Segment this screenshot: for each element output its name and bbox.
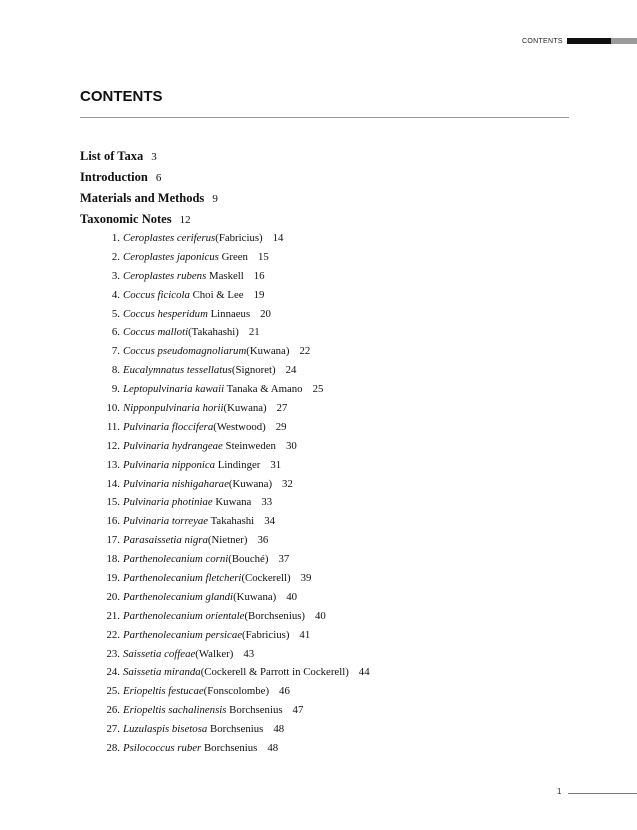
species-author: (Bouché) [228, 553, 269, 566]
taxon-entry [100, 229, 370, 248]
species-author: Choi & Lee [189, 288, 244, 301]
taxon-entry [100, 531, 370, 550]
species-author: (Cockerell) [241, 572, 291, 585]
entry-page: 43 [243, 647, 255, 660]
taxon-entry [100, 418, 370, 437]
entry-page: 48 [273, 723, 285, 736]
species-name: Luzulaspis bisetosa [123, 723, 208, 736]
section-page: 12 [179, 214, 191, 226]
species-name: Coccus ficicola [123, 288, 190, 301]
species-author: Borchsenius [207, 723, 264, 736]
species-author: Steinweden [222, 439, 276, 452]
section-item [80, 209, 218, 230]
running-head-bar [567, 38, 611, 44]
entry-page: 25 [312, 383, 324, 396]
entry-number: 18. [106, 553, 120, 566]
entry-number: 2. [111, 250, 120, 263]
entry-page: 21 [248, 326, 260, 339]
species-name: Nipponpulvinaria horii [123, 402, 224, 415]
species-name: Saissetia miranda [123, 666, 201, 679]
taxon-entry [100, 682, 370, 701]
entry-number: 14. [106, 477, 120, 490]
species-name: Ceroplastes ceriferus [123, 232, 216, 244]
species-name: Coccus hesperidum [123, 307, 208, 320]
species-author: (Fabricius) [242, 628, 290, 641]
entry-page: 15 [257, 250, 269, 263]
entry-number: 25. [106, 685, 120, 698]
entry-number: 19. [106, 572, 120, 585]
entry-number: 8. [111, 364, 120, 377]
entry-page: 14 [272, 232, 284, 244]
taxon-entry [100, 267, 370, 286]
section-page: 3 [151, 151, 157, 163]
entry-page: 44 [358, 666, 370, 679]
section-item [80, 146, 218, 167]
running-head-bar-accent [611, 38, 637, 44]
entry-page: 34 [264, 515, 275, 528]
taxa-list [100, 229, 370, 758]
section-page: 6 [155, 172, 162, 184]
title-divider [80, 117, 569, 118]
section-list [80, 146, 218, 230]
entry-page: 41 [299, 628, 311, 641]
entry-number: 16. [106, 515, 120, 528]
species-author: Takahashi [208, 515, 255, 528]
entry-page: 40 [286, 590, 298, 603]
taxon-entry [100, 456, 370, 475]
species-name: Parthenolecanium orientale [123, 609, 245, 622]
species-author: (Westwood) [213, 420, 266, 433]
taxon-entry [100, 286, 370, 305]
entry-page: 36 [257, 534, 269, 547]
entry-page: 48 [267, 742, 279, 755]
entry-number: 1. [111, 232, 120, 244]
species-author: (Kuwana) [228, 477, 273, 490]
entry-number: 13. [106, 458, 120, 471]
taxon-entry [100, 645, 370, 664]
taxon-entry [100, 512, 370, 531]
entry-page: 33 [261, 496, 273, 509]
species-author: Green [218, 250, 248, 263]
entry-number: 3. [111, 269, 120, 282]
species-author: Borchsenius [226, 704, 283, 717]
taxon-entry [100, 588, 370, 607]
species-name: Psilococcus ruber [123, 742, 202, 755]
taxon-entry [100, 739, 370, 758]
entry-number: 11. [106, 420, 120, 433]
taxon-entry [100, 626, 370, 645]
entry-number: 23. [106, 647, 120, 660]
section-page: 9 [212, 193, 218, 205]
entry-number: 7. [111, 345, 120, 358]
section-label: Taxonomic Notes [80, 212, 172, 226]
species-author: (Nietner) [207, 534, 248, 547]
entry-page: 16 [253, 269, 265, 282]
entry-page: 39 [300, 572, 312, 585]
species-name: Pulvinaria nishigaharae [123, 477, 229, 490]
species-name: Coccus malloti [123, 326, 189, 339]
entry-number: 6. [111, 326, 120, 339]
species-name: Eriopeltis festucae [123, 685, 204, 698]
species-author: (Cockerell & Parrott in Cockerell) [200, 666, 349, 679]
species-author: Linnaeus [207, 307, 251, 320]
entry-page: 46 [279, 685, 290, 698]
species-author: (Borchsenius) [244, 609, 306, 622]
species-author: (Signoret) [231, 364, 276, 377]
entry-number: 26. [106, 704, 120, 717]
running-head: CONTENTS [522, 38, 563, 45]
taxon-entry [100, 399, 370, 418]
entry-page: 24 [285, 364, 297, 377]
species-name: Parthenolecanium fletcheri [123, 572, 242, 585]
entry-number: 4. [111, 288, 120, 301]
species-author: (Walker) [195, 647, 234, 660]
section-label: Materials and Methods [80, 191, 205, 205]
species-author: (Kuwana) [246, 345, 290, 358]
entry-page: 29 [275, 420, 287, 433]
species-name: Ceroplastes japonicus [123, 250, 219, 263]
entry-page: 32 [282, 477, 293, 490]
taxon-entry [100, 380, 370, 399]
species-name: Eucalymnatus tessellatus [123, 364, 232, 377]
entry-number: 21. [106, 609, 120, 622]
species-name: Parasaissetia nigra [123, 534, 208, 547]
taxon-entry [100, 248, 370, 267]
species-name: Ceroplastes rubens [123, 269, 207, 282]
entry-number: 17. [106, 534, 120, 547]
species-author: Lindinger [215, 458, 261, 471]
species-name: Pulvinaria nipponica [123, 458, 216, 471]
page-number: 1 [557, 787, 562, 796]
taxon-entry [100, 475, 370, 494]
entry-page: 31 [270, 458, 282, 471]
species-author: (Kuwana) [233, 590, 277, 603]
species-name: Pulvinaria floccifera [123, 420, 214, 433]
entry-page: 22 [299, 345, 311, 358]
species-name: Coccus pseudomagnoliarum [123, 345, 247, 358]
entry-number: 28. [106, 742, 120, 755]
species-author: Tanaka & Amano [224, 383, 303, 396]
species-author: (Fonscolombe) [203, 685, 270, 698]
taxon-entry [100, 493, 370, 512]
entry-number: 15. [106, 496, 120, 509]
entry-number: 22. [106, 628, 120, 641]
entry-page: 40 [315, 609, 326, 622]
entry-page: 30 [285, 439, 297, 452]
entry-number: 20. [106, 590, 120, 603]
entry-number: 5. [111, 307, 120, 320]
taxon-entry [100, 569, 370, 588]
species-author: (Fabricius) [215, 232, 263, 244]
species-author: Borchsenius [201, 742, 258, 755]
species-name: Saissetia coffeae [123, 647, 196, 660]
page-title: CONTENTS [80, 88, 163, 105]
entry-page: 20 [260, 307, 271, 320]
entry-number: 27. [106, 723, 120, 736]
species-name: Eriopeltis sachalinensis [123, 704, 227, 717]
entry-page: 37 [278, 553, 290, 566]
taxon-entry [100, 701, 370, 720]
taxon-entry [100, 305, 370, 324]
species-name: Pulvinaria hydrangeae [123, 439, 223, 452]
section-item [80, 188, 218, 209]
section-label: Introduction [80, 170, 148, 184]
species-name: Leptopulvinaria kawaii [123, 383, 225, 396]
taxon-entry [100, 323, 370, 342]
species-name: Parthenolecanium corni [123, 553, 229, 566]
species-name: Parthenolecanium glandi [123, 590, 234, 603]
entry-number: 9. [111, 383, 120, 396]
species-name: Pulvinaria photiniae [123, 496, 213, 509]
folio-rule [568, 793, 637, 794]
entry-page: 47 [292, 704, 304, 717]
taxon-entry [100, 361, 370, 380]
entry-page: 19 [253, 288, 265, 301]
species-author: (Kuwana) [223, 402, 267, 415]
entry-number: 12. [106, 439, 120, 452]
entry-number: 10. [106, 402, 120, 415]
taxon-entry [100, 437, 370, 456]
taxon-entry [100, 720, 370, 739]
species-author: Kuwana [212, 496, 252, 509]
entry-page: 27 [276, 402, 288, 415]
species-author: Maskell [206, 269, 244, 282]
section-label: List of Taxa [80, 149, 144, 163]
taxon-entry [100, 342, 370, 361]
taxon-entry [100, 663, 370, 682]
entry-number: 24. [106, 666, 120, 679]
species-name: Pulvinaria torreyae [123, 515, 209, 528]
taxon-entry [100, 550, 370, 569]
species-name: Parthenolecanium persicae [123, 628, 243, 641]
species-author: (Takahashi) [188, 326, 239, 339]
taxon-entry [100, 607, 370, 626]
section-item [80, 167, 218, 188]
